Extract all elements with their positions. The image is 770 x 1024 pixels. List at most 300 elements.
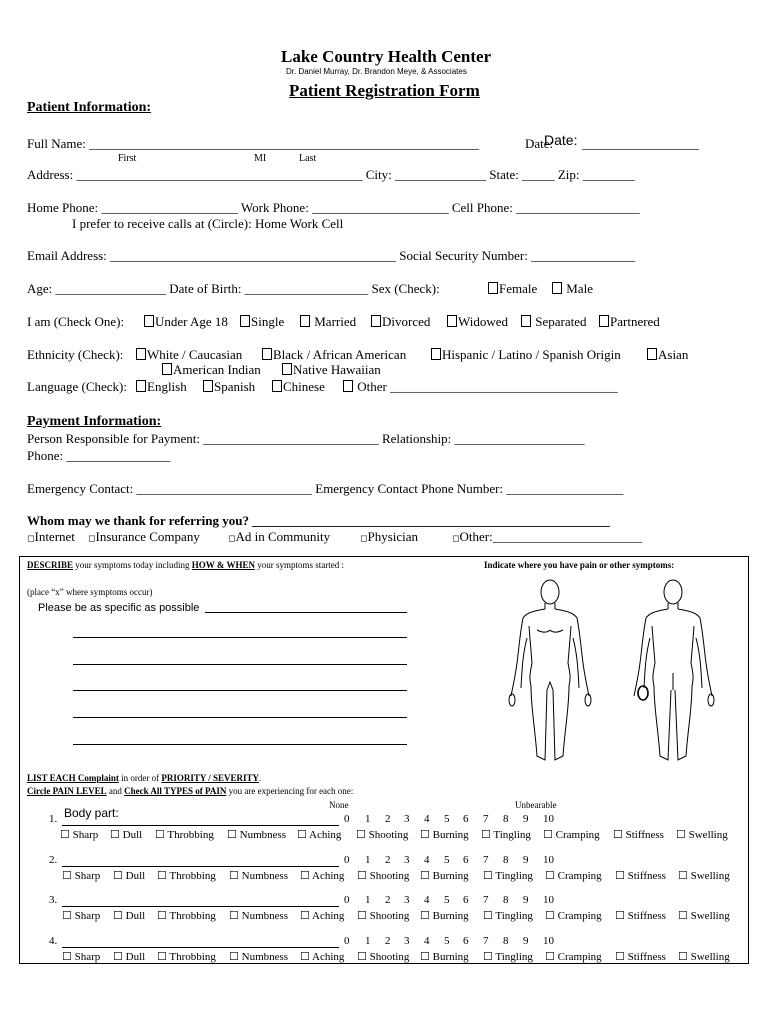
checkbox-icon[interactable]: ☐ (545, 870, 558, 882)
pain-type-numbness[interactable] (229, 909, 288, 922)
pain-level-0[interactable]: 0 (344, 894, 350, 906)
pain-type-label: Stiffness (627, 870, 666, 882)
referral-question[interactable]: Whom may we thank for referring you? _______________________________________________________ (27, 513, 610, 528)
option-label: English (147, 379, 187, 394)
describe-bold: DESCRIBE (27, 560, 74, 570)
checkbox-icon[interactable] (136, 380, 146, 392)
checkbox-icon[interactable]: ☐ (113, 910, 126, 922)
option-label: Under Age 18 (155, 314, 228, 329)
pain-type-label: Shooting (369, 951, 410, 963)
pain-type-label: Sharp (74, 870, 101, 882)
pain-level-7[interactable]: 7 (483, 935, 489, 947)
pain-type-label: Swelling (690, 951, 730, 963)
pain-type-shooting[interactable] (357, 869, 409, 882)
pain-type-label: Swelling (690, 910, 730, 922)
ethnicity-option[interactable] (647, 347, 688, 363)
pain-level-5[interactable]: 5 (444, 935, 450, 947)
pain-type-label: Tingling (495, 910, 533, 922)
pain-level-6[interactable]: 6 (463, 813, 469, 825)
checkbox-icon[interactable]: ☐ (229, 951, 242, 963)
responsible-row[interactable]: Person Responsible for Payment: ___________________________ Relationship: ____________________ (27, 431, 585, 446)
describe-line[interactable] (205, 612, 407, 613)
option-label: Insurance Company (95, 529, 200, 544)
pain-type-shooting[interactable] (356, 828, 408, 841)
sex-option-label: Female (499, 281, 538, 296)
pain-type-label: Shooting (369, 910, 410, 922)
pain-level-9[interactable]: 9 (523, 854, 529, 866)
i-am-option[interactable] (521, 314, 587, 330)
describe-line[interactable] (73, 664, 407, 665)
pain-type-burning[interactable] (420, 909, 469, 922)
pain-type-tingling[interactable] (483, 909, 533, 922)
pain-type-burning[interactable] (420, 828, 469, 841)
checkbox-icon[interactable]: ☐ (357, 951, 370, 963)
checkbox-icon[interactable] (343, 380, 353, 392)
option-label: Other ___________________________________ (357, 379, 618, 394)
checkbox-icon[interactable]: ☐ (357, 870, 370, 882)
checkbox-icon[interactable]: ☐ (483, 951, 496, 963)
pain-type-label: Numbness (239, 829, 287, 841)
pain-level-10[interactable]: 10 (543, 894, 554, 906)
checkbox-icon[interactable]: ☐ (357, 910, 370, 922)
pain-type-shooting[interactable] (357, 909, 409, 922)
pain-type-throbbing[interactable] (157, 869, 216, 882)
place-x-instruction: (place “x” where symptoms occur) (27, 587, 153, 597)
pain-type-label: Tingling (493, 829, 531, 841)
pain-level-2[interactable]: 2 (385, 813, 391, 825)
emergency-row[interactable]: Emergency Contact: ___________________________ Emergency Contact Phone Number: __________________ (27, 481, 624, 496)
pain-type-label: Aching (312, 951, 345, 963)
indicate-instruction: Indicate where you have pain or other symptoms: (484, 560, 675, 570)
option-label: Married (314, 314, 357, 329)
pain-level-9[interactable]: 9 (523, 935, 529, 947)
list-instruction (27, 773, 261, 783)
option-label: Other:_______________________ (459, 529, 643, 544)
pain-type-label: Throbbing (167, 829, 214, 841)
payment-section-title: Payment Information: (27, 414, 162, 429)
option-label: Internet (34, 529, 75, 544)
date-label: Date: (525, 136, 554, 151)
pain-type-throbbing[interactable] (157, 909, 216, 922)
pain-type-label: Cramping (555, 829, 600, 841)
pain-level-10[interactable]: 10 (543, 854, 554, 866)
name-mi-caption: MI (254, 153, 267, 164)
checkbox-icon[interactable] (431, 348, 441, 360)
option-label: White / Caucasian (147, 347, 243, 362)
pain-level-5[interactable]: 5 (444, 813, 450, 825)
pain-type-label: Numbness (241, 910, 289, 922)
checkbox-icon[interactable]: ☐ (227, 829, 240, 841)
pain-level-4[interactable]: 4 (424, 894, 430, 906)
pain-type-throbbing[interactable] (157, 950, 216, 963)
option-label: Physician (367, 529, 419, 544)
checkbox-icon[interactable]: ☐ (62, 870, 75, 882)
pain-level-8[interactable]: 8 (503, 854, 509, 866)
checkbox-icon[interactable]: ☐ (483, 870, 496, 882)
checkbox-icon[interactable]: ☐ (420, 829, 433, 841)
pain-level-3[interactable]: 3 (404, 894, 410, 906)
pain-type-label: Sharp (72, 829, 99, 841)
checkbox-icon[interactable]: ☐ (155, 829, 168, 841)
complaint-number: 1. (49, 813, 58, 825)
pain-type-burning[interactable] (420, 869, 469, 882)
pain-level-8[interactable]: 8 (503, 813, 509, 825)
pain-type-tingling[interactable] (481, 828, 531, 841)
checkbox-icon[interactable]: ☐ (615, 870, 628, 882)
checkbox-icon[interactable]: ☐ (676, 829, 689, 841)
pain-type-label: Stiffness (627, 951, 666, 963)
pain-level-1[interactable]: 1 (365, 813, 371, 825)
ethnicity-option[interactable] (282, 362, 381, 378)
pain-type-label: Cramping (557, 870, 602, 882)
pain-type-cramping[interactable] (545, 909, 602, 922)
describe-instruction (27, 560, 344, 570)
pain-type-stiffness[interactable] (613, 828, 664, 841)
checkbox-icon[interactable] (488, 282, 498, 294)
pain-type-numbness[interactable] (227, 828, 286, 841)
pain-type-dull[interactable] (113, 950, 145, 963)
checkbox-icon[interactable]: ◻ (360, 533, 368, 543)
complaint-handwritten: Body part: (64, 806, 119, 820)
checkbox-icon[interactable] (371, 315, 381, 327)
checkbox-icon[interactable]: ◻ (88, 533, 96, 543)
checkbox-icon[interactable]: ☐ (297, 829, 310, 841)
pain-level-9[interactable]: 9 (523, 813, 529, 825)
language-label: Language (Check): (27, 379, 127, 394)
pain-level-10[interactable]: 10 (543, 813, 554, 825)
pain-level-6[interactable]: 6 (463, 894, 469, 906)
option-label: American Indian (173, 362, 261, 377)
age-dob-row[interactable]: Age: _________________ Date of Birth: ___________________ Sex (Check): (27, 281, 440, 296)
pain-type-swelling[interactable] (676, 828, 728, 841)
complaint-number: 2. (49, 854, 58, 866)
option-label: Hispanic / Latino / Spanish Origin (442, 347, 621, 362)
option-label: Separated (535, 314, 587, 329)
complaint-line[interactable] (62, 906, 339, 907)
checkbox-icon[interactable]: ☐ (678, 951, 691, 963)
checkbox-icon[interactable]: ☐ (420, 951, 433, 963)
pain-type-shooting[interactable] (357, 950, 409, 963)
option-label: Ad in Community (235, 529, 331, 544)
pain-level-4[interactable]: 4 (424, 854, 430, 866)
payment-phone-row[interactable]: Phone: ________________ (27, 448, 171, 463)
i-am-option[interactable] (300, 314, 356, 330)
pain-type-label: Dull (125, 910, 146, 922)
checkbox-icon[interactable] (521, 315, 531, 327)
date-handwritten: Date: (544, 132, 578, 148)
pain-type-label: Tingling (495, 870, 533, 882)
pain-type-label: Aching (312, 910, 345, 922)
pain-level-8[interactable]: 8 (503, 935, 509, 947)
pain-type-dull[interactable] (113, 909, 145, 922)
list-mid: in order of (118, 773, 162, 783)
checkbox-icon[interactable]: ☐ (62, 951, 75, 963)
checkbox-icon[interactable]: ☐ (157, 870, 170, 882)
pain-level-7[interactable]: 7 (483, 854, 489, 866)
pain-type-label: Aching (312, 870, 345, 882)
pain-type-swelling[interactable] (678, 950, 730, 963)
pain-level-6[interactable]: 6 (463, 854, 469, 866)
ethnicity-label: Ethnicity (Check): (27, 347, 124, 362)
checkbox-icon[interactable]: ☐ (615, 910, 628, 922)
pain-type-sharp[interactable] (62, 950, 100, 963)
center-name: Lake Country Health Center (281, 47, 492, 66)
pain-type-label: Dull (122, 829, 143, 841)
checkbox-icon[interactable]: ☐ (110, 829, 123, 841)
checkbox-icon[interactable]: ☐ (543, 829, 556, 841)
doctors-line: Dr. Daniel Murray, Dr. Brandon Meye, & Associates (286, 67, 467, 76)
i-am-label: I am (Check One): (27, 314, 125, 329)
complaint-number: 3. (49, 894, 58, 906)
checkbox-icon[interactable] (144, 315, 154, 327)
checkbox-icon[interactable]: ☐ (157, 910, 170, 922)
pain-level-5[interactable]: 5 (444, 854, 450, 866)
pain-type-swelling[interactable] (678, 909, 730, 922)
describe-line[interactable] (73, 744, 407, 745)
pain-level-9[interactable]: 9 (523, 894, 529, 906)
referral-other[interactable] (452, 529, 642, 545)
pain-type-tingling[interactable] (483, 869, 533, 882)
pain-type-tingling[interactable] (483, 950, 533, 963)
pain-level-10[interactable]: 10 (543, 935, 554, 947)
checkbox-icon[interactable] (136, 348, 146, 360)
checkbox-icon[interactable]: ☐ (420, 910, 433, 922)
handwritten-note: Please be as specific as possible (38, 602, 200, 614)
pain-type-stiffness[interactable] (615, 869, 666, 882)
pain-type-label: Swelling (688, 829, 728, 841)
pain-type-sharp[interactable] (62, 869, 100, 882)
checkbox-icon[interactable] (203, 380, 213, 392)
list-priority: PRIORITY / SEVERITY (161, 773, 260, 783)
circle-and: and (106, 786, 125, 796)
pain-level-2[interactable]: 2 (385, 935, 391, 947)
checkbox-icon[interactable] (599, 315, 609, 327)
option-label: Chinese (283, 379, 325, 394)
ethnicity-option[interactable] (162, 362, 261, 378)
scale-none-label: None (329, 800, 349, 810)
body-front-figure[interactable] (505, 578, 595, 768)
pain-level-3[interactable]: 3 (404, 813, 410, 825)
checkbox-icon[interactable]: ☐ (60, 829, 73, 841)
checkbox-icon[interactable]: ◻ (452, 533, 460, 543)
checkbox-icon[interactable] (162, 363, 172, 375)
option-label: Single (251, 314, 285, 329)
checkbox-icon[interactable]: ☐ (481, 829, 494, 841)
pain-level-7[interactable]: 7 (483, 813, 489, 825)
checkbox-icon[interactable]: ☐ (356, 829, 369, 841)
checkbox-icon[interactable]: ☐ (229, 870, 242, 882)
describe-line[interactable] (73, 637, 407, 638)
pain-level-4[interactable]: 4 (424, 813, 430, 825)
address-row[interactable]: Address: ____________________________________________ City: ______________ State: _____ Zip: ________ (27, 167, 635, 182)
checkbox-icon[interactable]: ☐ (420, 870, 433, 882)
pain-type-label: Sharp (74, 951, 101, 963)
sex-male-option[interactable] (552, 281, 593, 297)
pain-level-0[interactable]: 0 (344, 935, 350, 947)
pain-type-burning[interactable] (420, 950, 469, 963)
checkbox-icon[interactable]: ◻ (228, 533, 236, 543)
pain-type-label: Throbbing (169, 910, 216, 922)
pain-type-label: Shooting (368, 829, 409, 841)
pain-type-cramping[interactable] (543, 828, 600, 841)
checkbox-icon[interactable]: ☐ (678, 910, 691, 922)
checkbox-icon[interactable] (272, 380, 282, 392)
date-field[interactable]: __________________ (582, 136, 699, 151)
pain-level-1[interactable]: 1 (365, 935, 371, 947)
checkbox-icon[interactable]: ☐ (300, 910, 313, 922)
ethnicity-option[interactable] (136, 347, 242, 363)
checkbox-icon[interactable]: ☐ (300, 951, 313, 963)
language-option[interactable] (136, 379, 187, 395)
pain-type-label: Throbbing (169, 951, 216, 963)
sex-option-label: Male (566, 281, 593, 296)
checkbox-icon[interactable]: ☐ (157, 951, 170, 963)
pain-type-aching[interactable] (297, 828, 341, 841)
list-bold: LIST EACH Complaint (27, 773, 119, 783)
complaint-line[interactable] (62, 866, 339, 867)
checkbox-icon[interactable] (647, 348, 657, 360)
option-label: Divorced (382, 314, 431, 329)
pain-type-label: Sharp (74, 910, 101, 922)
pain-type-label: Numbness (241, 870, 289, 882)
pain-level-8[interactable]: 8 (503, 894, 509, 906)
option-label: Partnered (610, 314, 660, 329)
ethnicity-option[interactable] (431, 347, 621, 363)
checkbox-icon[interactable] (447, 315, 457, 327)
complaint-number: 4. (49, 935, 58, 947)
checkbox-icon[interactable] (300, 315, 310, 327)
checkbox-icon[interactable]: ☐ (545, 910, 558, 922)
checkbox-icon[interactable] (552, 282, 562, 294)
i-am-option[interactable] (240, 314, 284, 330)
check-bold: Check All TYPES of PAIN (124, 786, 227, 796)
pain-type-label: Burning (432, 951, 469, 963)
name-last-caption: Last (299, 153, 317, 164)
body-back-figure[interactable] (628, 578, 718, 768)
pain-level-3[interactable]: 3 (404, 854, 410, 866)
checkbox-icon[interactable] (240, 315, 250, 327)
describe-end: your symptoms started : (254, 560, 344, 570)
pain-type-swelling[interactable] (678, 869, 730, 882)
form-title: Patient Registration Form (289, 81, 480, 100)
pain-type-cramping[interactable] (545, 950, 602, 963)
checkbox-icon[interactable]: ☐ (545, 951, 558, 963)
pain-type-dull[interactable] (113, 869, 145, 882)
pain-level-5[interactable]: 5 (444, 894, 450, 906)
checkbox-icon[interactable]: ☐ (62, 910, 75, 922)
language-other-option[interactable] (343, 379, 618, 395)
pain-level-6[interactable]: 6 (463, 935, 469, 947)
pain-level-1[interactable]: 1 (365, 854, 371, 866)
pain-type-cramping[interactable] (545, 869, 602, 882)
referral-option[interactable] (88, 529, 200, 545)
pain-type-label: Stiffness (627, 910, 666, 922)
call-preference[interactable]: I prefer to receive calls at (Circle): Home Work Cell (72, 216, 344, 231)
sex-female-option[interactable] (488, 281, 537, 297)
checkbox-icon[interactable]: ☐ (113, 870, 126, 882)
checkbox-icon[interactable]: ☐ (483, 910, 496, 922)
checkbox-icon[interactable]: ◻ (27, 533, 35, 543)
pain-level-7[interactable]: 7 (483, 894, 489, 906)
scale-unbearable-label: Unbearable (515, 800, 557, 810)
describe-mid: your symptoms today including (73, 560, 192, 570)
option-label: Native Hawaiian (293, 362, 381, 377)
pain-type-aching[interactable] (300, 869, 344, 882)
pain-type-label: Burning (432, 829, 469, 841)
pain-type-label: Cramping (557, 910, 602, 922)
pain-type-numbness[interactable] (229, 950, 288, 963)
pain-type-stiffness[interactable] (615, 909, 666, 922)
describe-line[interactable] (73, 717, 407, 718)
circle-bold: Circle PAIN LEVEL (27, 786, 107, 796)
pain-type-sharp[interactable] (60, 828, 98, 841)
checkbox-icon[interactable]: ☐ (678, 870, 691, 882)
pain-type-label: Stiffness (625, 829, 664, 841)
checkbox-icon[interactable] (262, 348, 272, 360)
pain-level-4[interactable]: 4 (424, 935, 430, 947)
complaint-line[interactable] (62, 947, 339, 948)
pain-type-numbness[interactable] (229, 869, 288, 882)
checkbox-icon[interactable] (282, 363, 292, 375)
i-am-option[interactable] (447, 314, 508, 330)
checkbox-icon[interactable]: ☐ (113, 951, 126, 963)
pain-type-dull[interactable] (110, 828, 142, 841)
checkbox-icon[interactable]: ☐ (229, 910, 242, 922)
pain-type-stiffness[interactable] (615, 950, 666, 963)
name-first-caption: First (118, 153, 137, 164)
checkbox-icon[interactable]: ☐ (613, 829, 626, 841)
patient-section-title: Patient Information: (27, 100, 152, 115)
describe-line[interactable] (73, 690, 407, 691)
pain-level-2[interactable]: 2 (385, 894, 391, 906)
pain-type-throbbing[interactable] (155, 828, 214, 841)
pain-level-1[interactable]: 1 (365, 894, 371, 906)
referral-option[interactable] (27, 529, 75, 545)
circle-end: you are experiencing for each one: (226, 786, 354, 796)
referral-option[interactable] (228, 529, 330, 545)
pain-type-label: Numbness (241, 951, 289, 963)
pain-type-label: Burning (432, 870, 469, 882)
full-name-field[interactable]: Full Name: ____________________________________________________________ (27, 136, 480, 151)
i-am-option[interactable] (599, 314, 660, 330)
complaint-line[interactable] (62, 825, 339, 826)
pain-type-label: Swelling (690, 870, 730, 882)
language-option[interactable] (203, 379, 255, 395)
checkbox-icon[interactable]: ☐ (615, 951, 628, 963)
referral-option[interactable] (360, 529, 418, 545)
list-end: . (259, 773, 262, 783)
option-label: Widowed (458, 314, 509, 329)
pain-type-aching[interactable] (300, 950, 344, 963)
pain-type-label: Burning (432, 910, 469, 922)
checkbox-icon[interactable]: ☐ (300, 870, 313, 882)
phones-row[interactable]: Home Phone: _____________________ Work Phone: _____________________ Cell Phone: ___________________ (27, 200, 640, 215)
i-am-option[interactable] (144, 314, 228, 330)
ethnicity-option[interactable] (262, 347, 406, 363)
option-label: Asian (658, 347, 689, 362)
email-ssn-row[interactable]: Email Address: ____________________________________________ Social Security Number: ________________ (27, 248, 636, 263)
pain-level-0[interactable]: 0 (344, 854, 350, 866)
pain-type-label: Dull (125, 951, 146, 963)
describe-how: HOW & WHEN (191, 560, 255, 570)
language-option[interactable] (272, 379, 325, 395)
i-am-option[interactable] (371, 314, 430, 330)
pain-type-sharp[interactable] (62, 909, 100, 922)
pain-type-aching[interactable] (300, 909, 344, 922)
pain-level-2[interactable]: 2 (385, 854, 391, 866)
pain-level-3[interactable]: 3 (404, 935, 410, 947)
pain-level-0[interactable]: 0 (344, 813, 350, 825)
